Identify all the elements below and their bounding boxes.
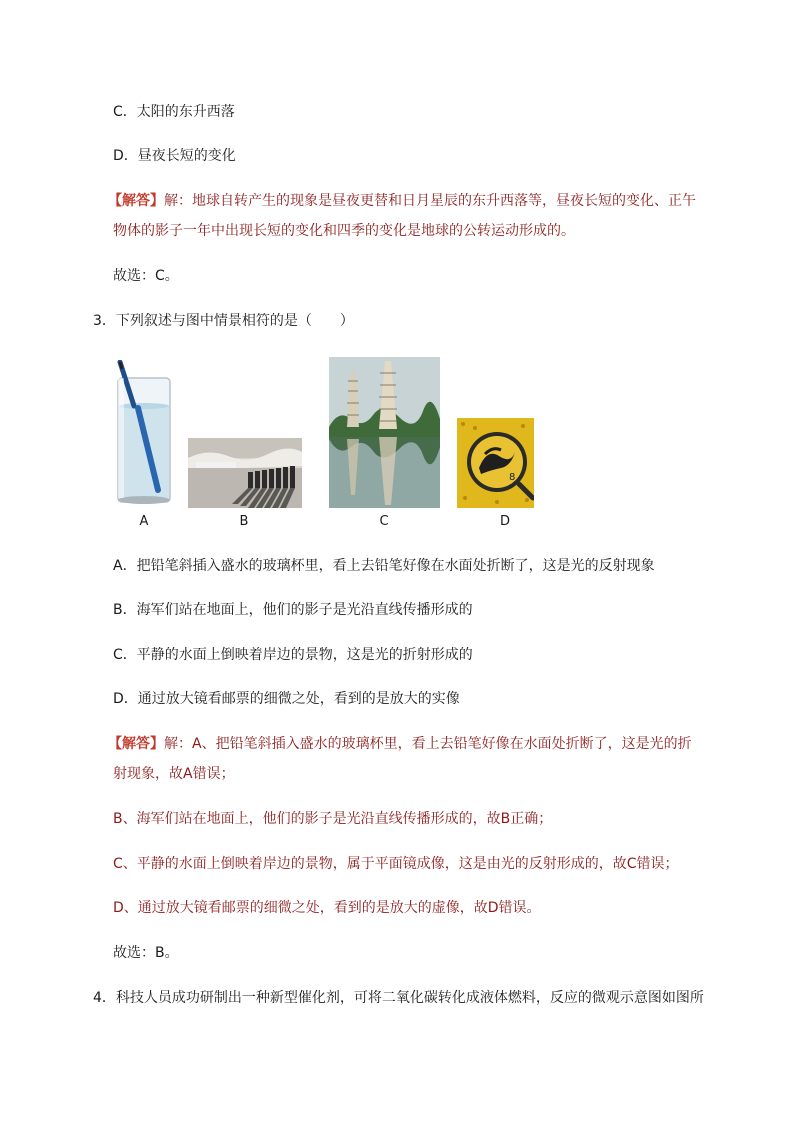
figure-b-navy-shadows: [188, 438, 302, 508]
q3-option-a: A．把铅笔斜插入盛水的玻璃杯里，看上去铅笔好像在水面处折断了，这是光的反射现象: [113, 558, 655, 574]
q3-choice: 故选：B。: [113, 945, 179, 961]
q2-choice: 故选：C。: [113, 268, 179, 284]
q3-answer-a-line2: 射现象，故A错误；: [113, 766, 235, 782]
q2-answer-tag: 【解答】: [108, 193, 164, 209]
q3-answer-a-text1: 解：A、把铅笔斜插入盛水的玻璃杯里，看上去铅笔好像在水面处折断了，这是光的折: [164, 736, 692, 752]
q3-answer-c: C、平静的水面上倒映着岸边的景物，属于平面镜成像，这是由光的反射形成的，故C错误；: [113, 856, 679, 872]
figure-a-pencil-in-water: [108, 360, 180, 508]
figure-c-pagoda-reflection: [329, 357, 440, 508]
q2-answer-line1: [108, 191, 696, 211]
q4-stem: 4．科技人员成功研制出一种新型催化剂，可将二氧化碳转化成液体燃料，反应的微观示意图如图所: [93, 990, 704, 1006]
figure-c-label: C: [379, 514, 389, 529]
q3-option-d: D．通过放大镜看邮票的细微之处，看到的是放大的实像: [113, 691, 460, 707]
svg-text:8: 8: [509, 472, 516, 483]
q3-answer-d: D、通过放大镜看邮票的细微之处，看到的是放大的虚像，故D错误。: [113, 900, 541, 916]
q2-answer-line2: 物体的影子一年中出现长短的变化和四季的变化是地球的公转运动形成的。: [113, 223, 575, 239]
q2-option-c: C．太阳的东升西落: [113, 104, 235, 120]
q3-option-b: B．海军们站在地面上，他们的影子是光沿直线传播形成的: [113, 602, 473, 618]
q3-option-c: C．平静的水面上倒映着岸边的景物，这是光的折射形成的: [113, 647, 473, 663]
q2-option-d: D．昼夜长短的变化: [113, 148, 236, 164]
q3-answer-b: B、海军们站在地面上，他们的影子是光沿直线传播形成的，故B正确；: [113, 811, 553, 827]
figure-b-label: B: [239, 514, 249, 529]
q3-answer-line1: [108, 734, 692, 754]
figure-d-label: D: [499, 514, 510, 529]
q3-stem: 3．下列叙述与图中情景相符的是（ ）: [93, 313, 354, 329]
q2-answer-text1: 解：地球自转产生的现象是昼夜更替和日月星辰的东升西落等，昼夜长短的变化、正午: [164, 193, 696, 209]
q3-answer-tag: 【解答】: [108, 736, 164, 752]
figure-a-label: A: [139, 514, 149, 529]
figure-d-magnifier-stamp: [457, 418, 534, 508]
